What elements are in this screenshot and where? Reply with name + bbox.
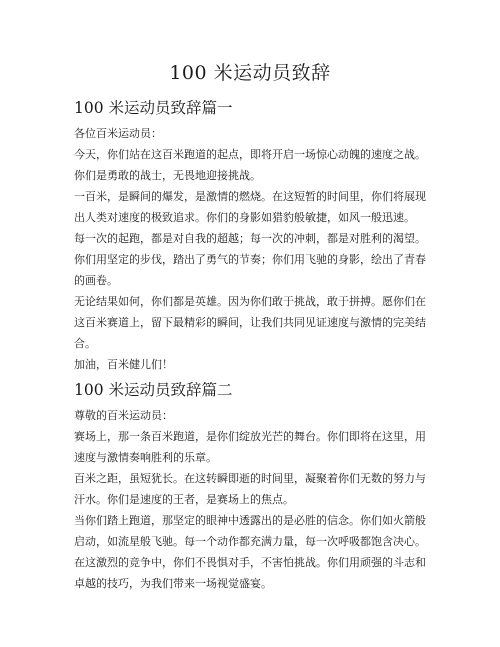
- paragraph: 当你们踏上跑道，那坚定的眼神中透露出的是必胜的信念。你们如火箭般启动，如流星般飞驰。每一个动作都充满力量，每一次呼吸都饱含决心。: [74, 514, 426, 548]
- paragraph: 一百米，是瞬间的爆发，是激情的燃烧。在这短暂的时间里，你们将展现出人类对速度的极致追求。你们的身影如猎豹般敏捷，如风一般迅速。: [74, 190, 426, 224]
- closing-line: 加油，百米健儿们！: [74, 358, 173, 371]
- paragraph: 无论结果如何，你们都是英雄。因为你们敢于挑战，敢于拼搏。愿你们在这百米赛道上，留下最精彩的瞬间，让我们共同见证速度与激情的完美结合。: [74, 295, 426, 350]
- section-2: [74, 379, 426, 594]
- paragraph: 百米之距，虽短犹长。在这转瞬即逝的时间里，凝聚着你们无数的努力与汗水。你们是速度的王者，是赛场上的焦点。: [74, 472, 426, 506]
- paragraph: 赛场上，那一条百米跑道，是你们绽放光芒的舞台。你们即将在这里，用速度与激情奏响胜利的乐章。: [74, 430, 426, 464]
- salutation: 各位百米运动员：: [74, 127, 162, 140]
- section-heading: 100 米运动员致辞篇一: [74, 99, 233, 117]
- paragraph: 每一次的起跑，都是对自我的超越；每一次的冲刺，都是对胜利的渴望。你们用坚定的步伐，踏出了勇气的节奏；你们用飞驰的身影，绘出了青春的画卷。: [74, 232, 426, 287]
- section-1: [74, 97, 426, 375]
- section-heading: 100 米运动员致辞篇二: [74, 381, 233, 399]
- document-title: 100 米运动员致辞: [169, 62, 331, 84]
- salutation: 尊敬的百米运动员：: [74, 409, 173, 422]
- paragraph: 在这激烈的竞争中，你们不畏惧对手，不害怕挑战。你们用顽强的斗志和卓越的技巧，为我们带来一场视觉盛宴。: [74, 556, 426, 590]
- paragraph: 今天，你们站在这百米跑道的起点，即将开启一场惊心动魄的速度之战。你们是勇敢的战士，无畏地迎接挑战。: [74, 148, 426, 182]
